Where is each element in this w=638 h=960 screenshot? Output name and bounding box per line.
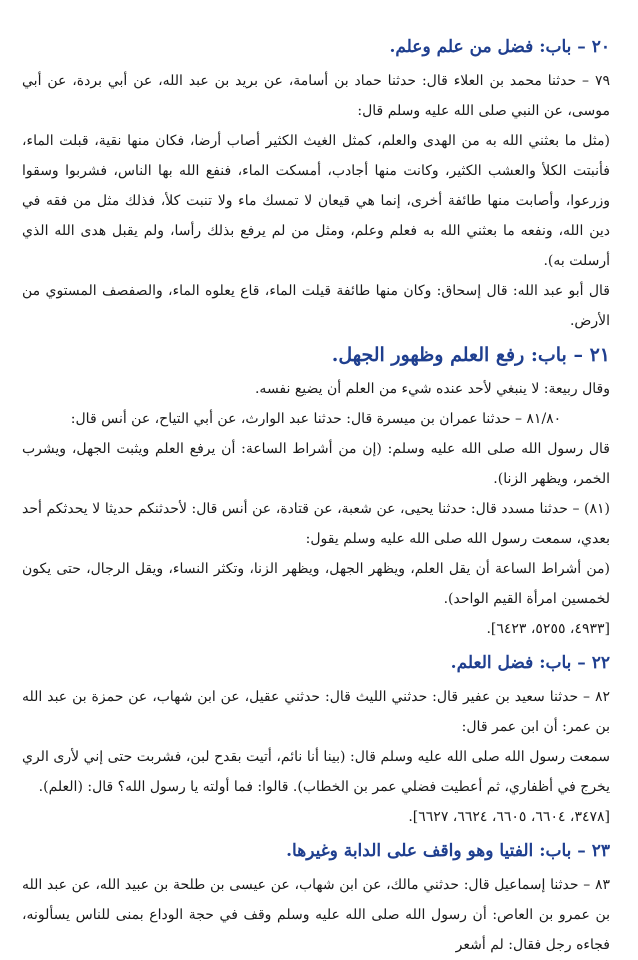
hadith-81-references: [٤٩٣٣، ٥٢٥٥، ٦٤٢٣]. <box>486 621 610 637</box>
rabia-saying: وقال ربيعة: لا ينبغي لأحد عنده شيء من العلم أن يضيع نفسه. <box>254 381 610 397</box>
hadith-79-note: قال أبو عبد الله: قال إسحاق: وكان منها طائفة قيلت الماء، قاع يعلوه الماء، والصفصف المستوي من الأرض. <box>22 283 610 329</box>
chapter-heading-21: ٢١ – باب: رفع العلم وظهور الجهل. <box>331 344 610 366</box>
hadith-79-matn: (مثل ما بعثني الله به من الهدى والعلم، كمثل الغيث الكثير أصاب أرضا، فكان منها نقية، قبلت الماء، فأنبتت الكلأ والعشب الكثير، وكانت منها أجادب، أمسكت الماء، فنفع الله بها الناس، فشربوا وسقوا وزرعوا، وأصابت منها طائفة أخرى، إنما هي قيعان لا تمسك ماء ولا تنبت كلأ، فذلك مثل من فقه في دين الله، ونفعه ما بعثني الله به فعلم وعلم، ومثل من لم يرفع بذلك رأسا، ولم يقبل هدى الله الذي أرسلت به). <box>22 133 610 269</box>
hadith-82-matn: سمعت رسول الله صلى الله عليه وسلم قال: (بينا أنا نائم، أتيت بقدح لبن، فشربت حتى إني لأرى الري يخرج في أظفاري، ثم أعطيت فضلي عمر بن الخطاب). قالوا: فما أولته يا رسول الله؟ قال: (العلم). <box>22 749 610 795</box>
chapter-heading-22: ٢٢ – باب: فضل العلم. <box>450 653 610 673</box>
hadith-83-text: ٨٣ – حدثنا إسماعيل قال: حدثني مالك، عن ابن شهاب، عن عيسى بن طلحة بن عبيد الله، عن عبد الله بن عمرو بن العاص: أن رسول الله صلى الله عليه وسلم وقف في حجة الوداع بمنى للناس يسألونه، فجاءه رجل فقال: لم أشعر <box>22 877 610 953</box>
hadith-82-references: [٣٤٧٨، ٦٦٠٤، ٦٦٠٥، ٦٦٢٤، ٦٦٢٧]. <box>408 809 610 825</box>
hadith-81-matn: (من أشراط الساعة أن يقل العلم، ويظهر الجهل، ويظهر الزنا، وتكثر النساء، ويقل الرجال، حتى يكون لخمسين امرأة القيم الواحد). <box>22 561 610 607</box>
hadith-80-matn: قال رسول الله صلى الله عليه وسلم: (إن من أشراط الساعة: أن يرفع العلم ويثبت الجهل، ويشرب الخمر، ويظهر الزنا). <box>22 441 610 487</box>
hadith-79-isnad: ٧٩ – حدثنا محمد بن العلاء قال: حدثنا حماد بن أسامة، عن بريد بن عبد الله، عن أبي بردة، عن أبي موسى، عن النبي صلى الله عليه وسلم قال: <box>22 73 611 119</box>
hadith-82-isnad: ٨٢ – حدثنا سعيد بن عفير قال: حدثني الليث قال: حدثني عقيل، عن ابن شهاب، عن حمزة بن عبد الله بن عمر: أن ابن عمر قال: <box>22 689 610 735</box>
hadith-80-isnad: ٨١/٨٠ – حدثنا عمران بن ميسرة قال: حدثنا عبد الوارث، عن أبي التياح، عن أنس قال: <box>70 411 562 427</box>
chapter-heading-20: ٢٠ – باب: فضل من علم وعلم. <box>389 37 610 57</box>
chapter-heading-23: ٢٣ – باب: الفتيا وهو واقف على الدابة وغيرها. <box>286 841 610 861</box>
hadith-81-isnad: (٨١) – حدثنا مسدد قال: حدثنا يحيى، عن شعبة، عن قتادة، عن أنس قال: لأحدثنكم حديثا لا يحدثكم أحد بعدي، سمعت رسول الله صلى الله عليه وسلم يقول: <box>22 501 610 547</box>
